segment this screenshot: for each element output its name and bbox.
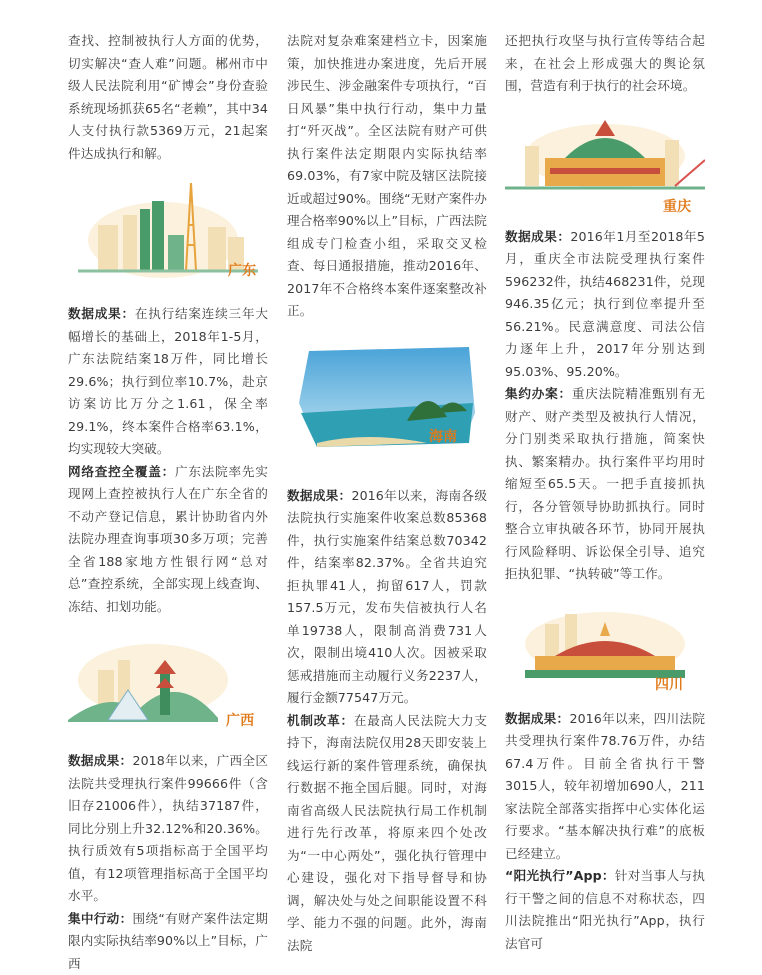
- section-text: 2018年以来，广西全区法院共受理执行案件99666件（含旧存21006件），执结37187件，同比分别上升32.12%和20.36%。执行质效有5项指标高于全国平均值，有12项管理指标高于全国平均水平。: [68, 753, 268, 903]
- paragraph: [287, 485, 487, 710]
- region-label-chongqing: 重庆: [663, 196, 691, 219]
- paragraph: [68, 303, 268, 461]
- section-text: 2016年1月至2018年5月，重庆全市法院受理执行案件596232件，执结468231件，兑现946.35亿元；执行到位率提升至56.21%。民意满意度、司法公信力逐年上升，2017年分别达到95.03%、95.20%。: [505, 229, 705, 379]
- section-label: 数据成果：: [287, 488, 351, 503]
- column-2: [287, 30, 487, 957]
- section-text: 2016年以来，海南各级法院执行实施案件收案总数85368件，执行实施案件结案总数70342件，结案率82.37%。全省共迫究拒执罪41人，拘留617人，罚款157.5万元，发布失信被执行人名单19738人，限制高消费731人次，限制出境410人次。因被采取惩戒措施而主动履行义务2237人，履行金额77547万元。: [287, 488, 487, 706]
- guangxi-illustration: [68, 630, 268, 732]
- region-label-sichuan: 四川: [655, 674, 683, 697]
- section-label: 数据成果：: [505, 229, 570, 244]
- paragraph: [505, 226, 705, 384]
- column-1: [68, 30, 268, 975]
- region-label-guangxi: 广西: [226, 710, 254, 733]
- hainan-illustration: [287, 343, 487, 473]
- paragraph: [505, 865, 705, 955]
- section-text: 广东法院率先实现网上查控被执行人在广东全省的不动产登记信息，累计协助省内外法院办理查询事项30多万项；完善全省188家地方性银行网“总对总”查控系统，全部实现上线查询、冻结、扣划功能。: [68, 464, 268, 614]
- section-label: 网络查控全覆盖：: [68, 464, 175, 479]
- section-label: 数据成果：: [68, 753, 132, 768]
- paragraph: [505, 708, 705, 866]
- paragraph: 还把执行攻坚与执行宣传等结合起来，在社会上形成强大的舆论氛围，营造有利于执行的社会环境。: [505, 30, 705, 98]
- section-text: 在最高人民法院大力支持下，海南法院仅用28天即安装上线运行新的案件管理系统，确保执行数据不拖全国后腿。同时，对海南省高级人民法院执行局工作机制进行先行改革，将原来四个处改为“一中心两处”，强化执行管理中心建设，强化对下指导督导和协调，解决处与处之间职能设置不科学、能力不强的问题。此外，海南法院: [287, 713, 487, 953]
- region-label-guangdong: 广东: [228, 260, 256, 283]
- paragraph: [68, 461, 268, 619]
- section-label: 集约办案：: [505, 386, 572, 401]
- column-3: [505, 30, 705, 955]
- guangdong-illustration: [68, 165, 268, 287]
- section-label: 数据成果：: [505, 711, 569, 726]
- paragraph: [287, 710, 487, 958]
- paragraph: 查找、控制被执行人方面的优势，切实解决“查人难”问题。郴州市中级人民法院利用“矿博会”身份查验系统现场抓获65名“老赖”，其中34人支付执行款5369万元，21起案件达成执行和解。: [68, 30, 268, 165]
- section-text: 围绕“有财产案件法定期限内实际执结率90%以上”目标，广西: [68, 911, 268, 971]
- section-text: 在执行结案连续三年大幅增长的基础上，2018年1-5月，广东法院结案18万件，同比增长29.6%；执行到位率10.7%，赴京访案访比万分之1.61，保全率29.1%，终本案件合格率63.1%，均实现较大突破。: [68, 306, 268, 456]
- paragraph: 法院对复杂难案建档立卡，因案施策，加快推进办案进度，先后开展涉民生、涉金融案件专项执行，“百日风暴”集中执行行动，集中力量打“歼灭战”。全区法院有财产可供执行案件法定期限内实际执结率69.03%，有7家中院及辖区法院接近或超过90%。围绕“无财产案件办理合格率90%以上”目标，广西法院组成专门检查小组，采取交叉检查、每日通报措施，推动2016年、2017年不合格终本案件逐案整改补正。: [287, 30, 487, 323]
- section-text: 重庆法院精准甄别有无财产、财产类型及被执行人情况，分门别类采取执行措施，简案快执、繁案精办。执行案件平均用时缩短至65.5天。一把手直接抓执行，各分管领导协助抓执行。同时整合立审执破各环节，协同开展执行风险释明、诉讼保全引导、追究拒执犯罪、“执转破”等工作。: [505, 386, 705, 581]
- section-text: 2016年以来，四川法院共受理执行案件78.76万件，办结67.4万件。目前全省执行干警3015人，较年初增加690人，211家法院全部落实指挥中心实体化运行要求。“基本解决执行难”的底板已经建立。: [505, 711, 705, 861]
- section-label: 数据成果：: [68, 306, 135, 321]
- paragraph: [68, 908, 268, 975]
- paragraph: [505, 383, 705, 586]
- region-label-hainan: 海南: [429, 426, 457, 449]
- section-label: 集中行动：: [68, 911, 132, 926]
- paragraph: [68, 750, 268, 908]
- section-label: “阳光执行”App：: [505, 868, 615, 883]
- section-text: 针对当事人与执行干警之间的信息不对称状态，四川法院推出“阳光执行”App，执行法官可: [505, 868, 705, 951]
- chongqing-skyline-image: [505, 108, 705, 198]
- section-label: 机制改革：: [287, 713, 354, 728]
- sichuan-illustration: [505, 596, 705, 694]
- chongqing-illustration: [505, 108, 705, 214]
